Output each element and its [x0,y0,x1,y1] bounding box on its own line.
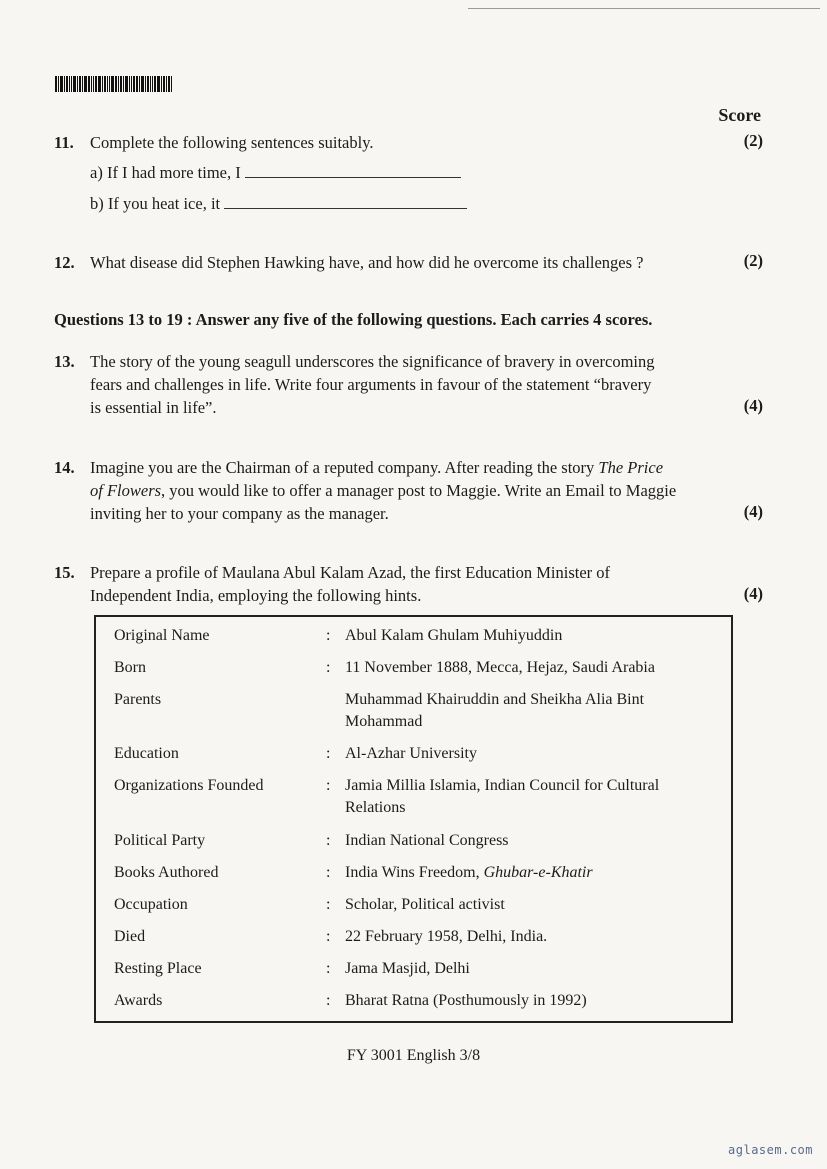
question-11b-text: b) If you heat ice, it [90,194,221,213]
page-footer: FY 3001 English 3/8 [346,1047,481,1064]
answer-blank-11a[interactable] [245,162,461,178]
story-title: The Price [598,458,664,477]
question-13-line-3: is essential in life”. [90,398,217,417]
question-15-line-2: Independent India, employing the following hints. [90,586,422,605]
question-14-line-1: Imagine you are the Chairman of a reputed company. After reading the story The Price [90,458,664,477]
profile-colon: : [326,777,331,794]
question-14-line-3: inviting her to your company as the manager. [90,504,389,523]
profile-value: Al-Azhar University [345,745,477,762]
profile-colon: : [326,928,331,945]
profile-colon: : [326,832,331,849]
profile-label: Occupation [114,896,188,913]
profile-label: Education [114,745,179,762]
question-11b [90,192,467,215]
profile-label: Original Name [114,627,210,644]
answer-blank-11b[interactable] [224,193,467,209]
question-11a [90,161,461,184]
question-14-marks: (4) [743,502,763,521]
profile-label: Born [114,659,146,676]
question-11-text: Complete the following sentences suitably. [90,133,374,152]
question-14-line-2: of Flowers, you would like to offer a manager post to Maggie. Write an Email to Maggie [90,481,677,500]
profile-colon: : [326,960,331,977]
profile-value: Scholar, Political activist [345,896,505,913]
profile-value: Muhammad Khairuddin and Sheikha Alia Bint Mohammad [345,691,645,730]
profile-value: Abul Kalam Ghulam Muhiyuddin [345,627,563,644]
profile-value: Jamia Millia Islamia, Indian Council for Cultural Relations [345,777,660,816]
profile-colon: : [326,992,331,1009]
profile-value: 22 February 1958, Delhi, India. [345,928,548,945]
question-13-number: 13. [54,352,75,371]
question-14-number: 14. [54,458,75,477]
profile-colon: : [326,896,331,913]
score-label: Score [718,105,761,125]
profile-value: Bharat Ratna (Posthumously in 1992) [345,992,587,1009]
section-instruction: Questions 13 to 19 : Answer any five of the following questions. Each carries 4 scores. [54,310,653,329]
profile-colon: : [326,659,331,676]
question-15-line-1: Prepare a profile of Maulana Abul Kalam Azad, the first Education Minister of [90,563,611,582]
question-14-text [90,456,730,525]
profile-value: Jama Masjid, Delhi [345,960,470,977]
profile-label: Books Authored [114,864,219,881]
question-11-number: 11. [54,133,74,152]
profile-value: India Wins Freedom, Ghubar-e-Khatir [345,864,593,881]
profile-label: Parents [114,691,162,708]
profile-value: Indian National Congress [345,832,509,849]
profile-value: 11 November 1888, Mecca, Hejaz, Saudi Arabia [345,659,655,676]
question-12-marks: (2) [743,251,763,270]
question-11a-text: a) If I had more time, I [90,163,241,182]
question-11-marks: (2) [743,131,763,150]
profile-hints-table [94,615,733,1023]
watermark: aglasem.com [728,1143,813,1157]
top-rule [468,8,820,9]
profile-label: Political Party [114,832,206,849]
profile-label: Resting Place [114,960,202,977]
barcode [55,76,190,92]
question-13-text [90,350,730,419]
question-13-line-2: fears and challenges in life. Write four arguments in favour of the statement “bravery [90,375,652,394]
profile-label: Organizations Founded [114,777,264,794]
profile-label: Died [114,928,146,945]
profile-colon: : [326,864,331,881]
book-title: Ghubar-e-Khatir [483,864,593,881]
question-15-number: 15. [54,563,75,582]
question-15-marks: (4) [743,584,763,603]
question-12-number: 12. [54,253,75,272]
question-13-marks: (4) [743,396,763,415]
profile-label: Awards [114,992,163,1009]
question-13-line-1: The story of the young seagull underscores the significance of bravery in overcoming [90,352,655,371]
profile-colon: : [326,627,331,644]
profile-colon: : [326,745,331,762]
story-title-cont: of Flowers [90,481,162,500]
question-15-text [90,561,730,607]
question-12-text: What disease did Stephen Hawking have, and how did he overcome its challenges ? [90,253,644,272]
